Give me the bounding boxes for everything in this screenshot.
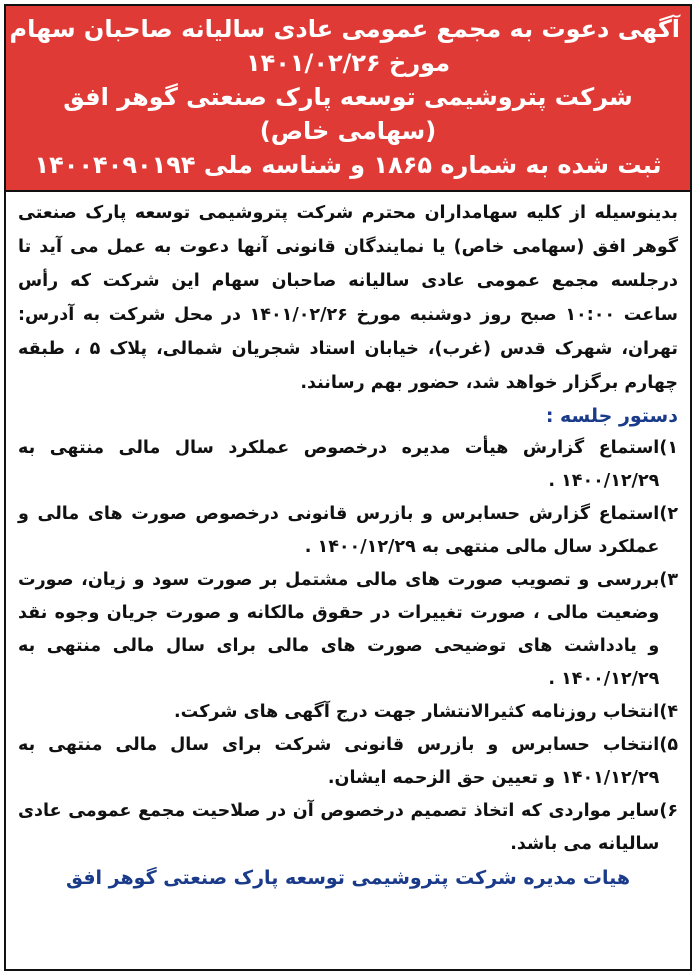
agenda-item-text: استماع گزارش هیأت مدیره درخصوص عملکرد سال مالی منتهی به ۱۴۰۰/۱۲/۲۹ . [18, 438, 660, 491]
notice-body [6, 192, 690, 893]
agenda-item-text: سایر مواردی که اتخاذ تصمیم درخصوص آن در صلاحیت مجمع عمومی عادی سالیانه می باشد. [18, 801, 660, 854]
agenda-item [18, 696, 678, 729]
agenda-item [18, 564, 678, 696]
announcement-notice [4, 4, 692, 971]
agenda-item-text: بررسی و تصویب صورت های مالی مشتمل بر صورت سود و زیان، صورت وضعیت مالی ، صورت تغییرات در حقوق مالکانه و صورت جریان وجوه نقد و یادداشت های توضیحی صورت های مالی برای سال مالی منتهی به ۱۴۰۰/۱۲/۲۹ . [18, 570, 660, 689]
header-company-type: (سهامی خاص) [259, 117, 437, 145]
agenda-item-text: انتخاب حسابرس و بازرس قانونی شرکت برای سال مالی منتهی به ۱۴۰۱/۱۲/۲۹ و تعیین حق الزحمه ایشان. [18, 735, 660, 788]
agenda-item [18, 432, 678, 498]
agenda-item-number: ۴) [659, 702, 678, 722]
agenda-item-text: استماع گزارش حسابرس و بازرس قانونی درخصوص صورت های مالی و عملکرد سال مالی منتهی به ۱۴۰۰/۱۲/۲۹ . [18, 504, 660, 557]
agenda-item [18, 795, 678, 861]
agenda-item-text: انتخاب روزنامه کثیرالانتشار جهت درج آگهی های شرکت. [174, 702, 660, 722]
agenda-item-number: ۲) [659, 504, 678, 524]
agenda-item [18, 729, 678, 795]
header-company-name: شرکت پتروشیمی توسعه پارک صنعتی گوهر افق [63, 83, 633, 111]
board-signature: هیات مدیره شرکت پتروشیمی توسعه پارک صنعتی گوهر افق [65, 867, 631, 889]
header-date: مورخ ۱۴۰۱/۰۲/۲۶ [245, 49, 451, 77]
agenda-item-number: ۶) [659, 801, 678, 821]
notice-header [6, 6, 690, 192]
agenda-title: دستور جلسه : [545, 405, 678, 427]
agenda-item [18, 498, 678, 564]
intro-paragraph: بدینوسیله از کلیه سهامداران محترم شرکت پتروشیمی توسعه پارک صنعتی گوهر افق (سهامی خاص) یا نمایندگان قانونی آنها دعوت به عمل می آید تا درجلسه مجمع عمومی عادی سالیانه صاحبان سهام این شرکت که رأس ساعت ۱۰:۰۰ صبح روز دوشنبه مورخ ۱۴۰۱/۰۲/۲۶ در محل شرکت به آدرس: تهران، شهرک قدس (غرب)، خیابان استاد شجریان شمالی، پلاک ۵ ، طبقه چهارم برگزار خواهد شد، حضور بهم رسانند. [18, 203, 678, 393]
agenda-item-number: ۵) [659, 735, 678, 755]
header-title: آگهی دعوت به مجمع عمومی عادی سالیانه صاحبان سهام [9, 15, 680, 43]
agenda-item-number: ۱) [659, 438, 678, 458]
agenda-list [18, 432, 678, 861]
agenda-item-number: ۳) [659, 570, 678, 590]
header-registration: ثبت شده به شماره ۱۸۶۵ و شناسه ملی ۱۴۰۰۴۰۹۰۱۹۴ [34, 151, 662, 179]
